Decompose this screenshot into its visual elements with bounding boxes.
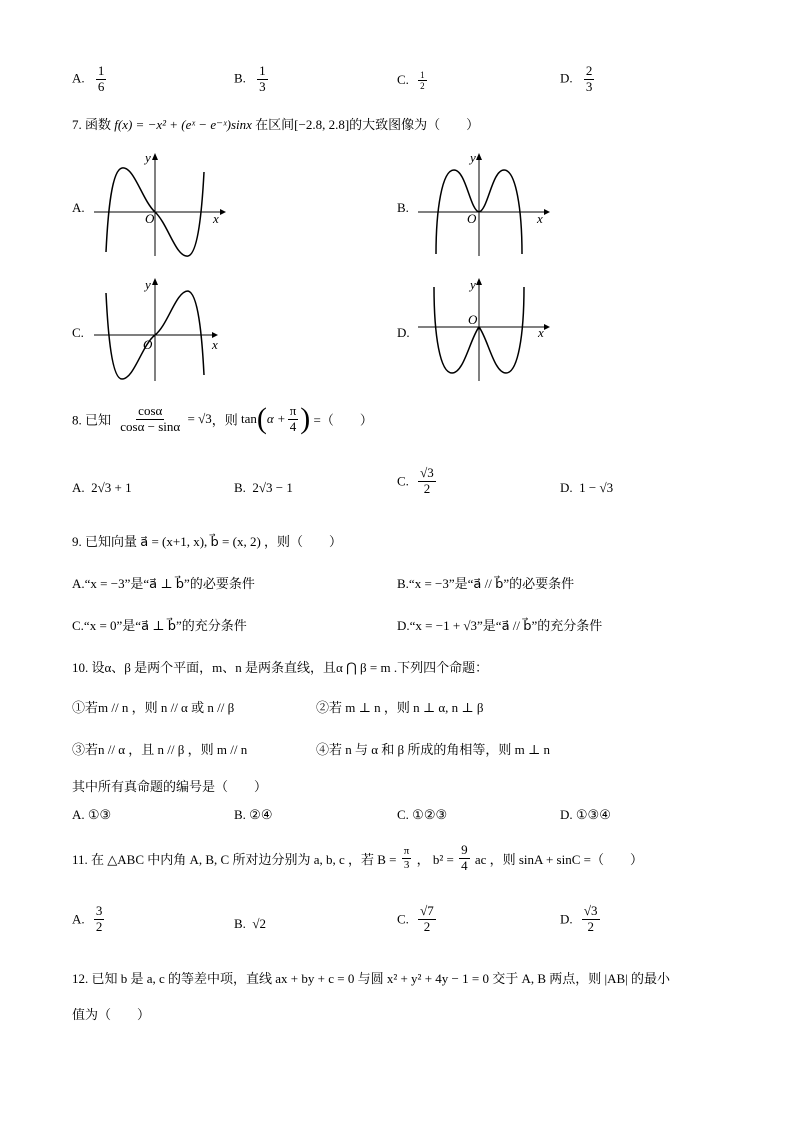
q10-proposition-4: ④若 n 与 α 和 β 所成的角相等，则 m ⊥ n bbox=[316, 742, 551, 757]
q10-stem: 10. 设α、β 是两个平面，m、n 是两条直线，且α ⋂ β = m .下列四个命题： bbox=[72, 660, 489, 675]
q7-stem: 7. 函数 f(x) = −x² + (eˣ − e⁻ˣ)sinx 在区间[−2.8, 2.8]的大致图像为（ ） bbox=[72, 117, 480, 132]
q7-graph-b-origin: O bbox=[467, 211, 477, 226]
q8-option-d: D. 1 − √3 bbox=[560, 480, 614, 495]
q7-graph-a-y-label: y bbox=[145, 150, 151, 165]
q7-graph-a-letter: A. bbox=[72, 200, 85, 215]
q9-option-a: A.“x = −3”是“a⃗ ⊥ b⃗”的必要条件 bbox=[72, 576, 255, 591]
q7-graph-b-x-label: x bbox=[537, 211, 543, 226]
q7-graph-a bbox=[92, 150, 232, 260]
q10-question: 其中所有真命题的编号是（ ） bbox=[72, 779, 268, 794]
q7-graph-c-origin: O bbox=[143, 337, 153, 352]
q6-option-c: C. $\frac{1}{2}$ bbox=[397, 70, 425, 92]
q10-option-b: B. ②④ bbox=[234, 807, 273, 822]
q8-option-c: C. $\frac{√3}{2}$ bbox=[397, 465, 434, 496]
q7-graph-b-y-label: y bbox=[470, 150, 476, 165]
q11-option-d: D. $\frac{√3}{2}$ bbox=[560, 903, 598, 934]
q10-option-c: C. ①②③ bbox=[397, 807, 448, 822]
q6-option-b: B. $\frac{1}{3}$ bbox=[234, 63, 266, 94]
q7-graph-d-y-label: y bbox=[470, 277, 476, 292]
q6-option-d: D. $\frac{2}{3}$ bbox=[560, 63, 593, 94]
q9-option-d: D.“x = −1 + √3”是“a⃗ // b⃗”的充分条件 bbox=[397, 618, 603, 633]
q7-graph-c-letter: C. bbox=[72, 325, 84, 340]
q7-graph-b bbox=[416, 150, 556, 260]
q8-option-b: B. 2√3 − 1 bbox=[234, 480, 293, 495]
q8-option-a: A. 2√3 + 1 bbox=[72, 480, 132, 495]
q9-stem: 9. 已知向量 a⃗ = (x+1, x), b⃗ = (x, 2) ，则（ ） bbox=[72, 534, 343, 549]
q7-graph-d bbox=[416, 275, 556, 385]
q10-proposition-3: ③若n // α ，且 n // β ，则 m // n bbox=[72, 742, 248, 757]
q6-option-a: A. $\frac{1}{6}$ bbox=[72, 63, 105, 94]
q11-option-c: C. $\frac{√7}{2}$ bbox=[397, 903, 434, 934]
q8-stem: 8. 已知 $\frac{\cos\alpha}{\cos\alpha - \sin\alpha}$ = √3，则 tan(α + $\frac{\pi}{4}$ ) =（ ） bbox=[72, 402, 373, 435]
q7-graph-d-x-label: x bbox=[538, 325, 544, 340]
q11-option-a: A. $\frac{3}{2}$ bbox=[72, 903, 103, 934]
q7-graph-c bbox=[92, 275, 232, 385]
q10-proposition-1: ①若m // n ，则 n // α 或 n // β bbox=[72, 700, 235, 715]
q10-proposition-2: ②若 m ⊥ n ，则 n ⊥ α, n ⊥ β bbox=[316, 700, 484, 715]
q11-option-b: B. √2 bbox=[234, 916, 267, 931]
q9-option-c: C.“x = 0”是“a⃗ ⊥ b⃗”的充分条件 bbox=[72, 618, 247, 633]
q7-graph-d-origin: O bbox=[468, 312, 478, 327]
q11-stem: 11. 在 △ABC 中内角 A, B, C 所对边分别为 a, b, c ，若 B = $\frac{\pi}{3}$ ， b² = $\frac{9}{4}$ ac ，则 sinA + sinC =（ ） bbox=[72, 842, 643, 873]
q7-graph-a-x-label: x bbox=[213, 211, 219, 226]
q10-option-d: D. ①③④ bbox=[560, 807, 611, 822]
q7-graph-b-letter: B. bbox=[397, 200, 409, 215]
q7-graph-c-x-label: x bbox=[212, 337, 218, 352]
q7-graph-a-origin: O bbox=[145, 211, 155, 226]
q12-line-1: 12. 已知 b 是 a, c 的等差中项，直线 ax + by + c = 0 与圆 x² + y² + 4y − 1 = 0 交于 A, B 两点，则 |AB| 的最小 bbox=[72, 971, 671, 986]
q7-graph-c-y-label: y bbox=[145, 277, 151, 292]
q7-graph-d-letter: D. bbox=[397, 325, 410, 340]
q9-option-b: B.“x = −3”是“a⃗ // b⃗”的必要条件 bbox=[397, 576, 575, 591]
q12-line-2: 值为（ ） bbox=[72, 1007, 151, 1022]
q10-option-a: A. ①③ bbox=[72, 807, 112, 822]
